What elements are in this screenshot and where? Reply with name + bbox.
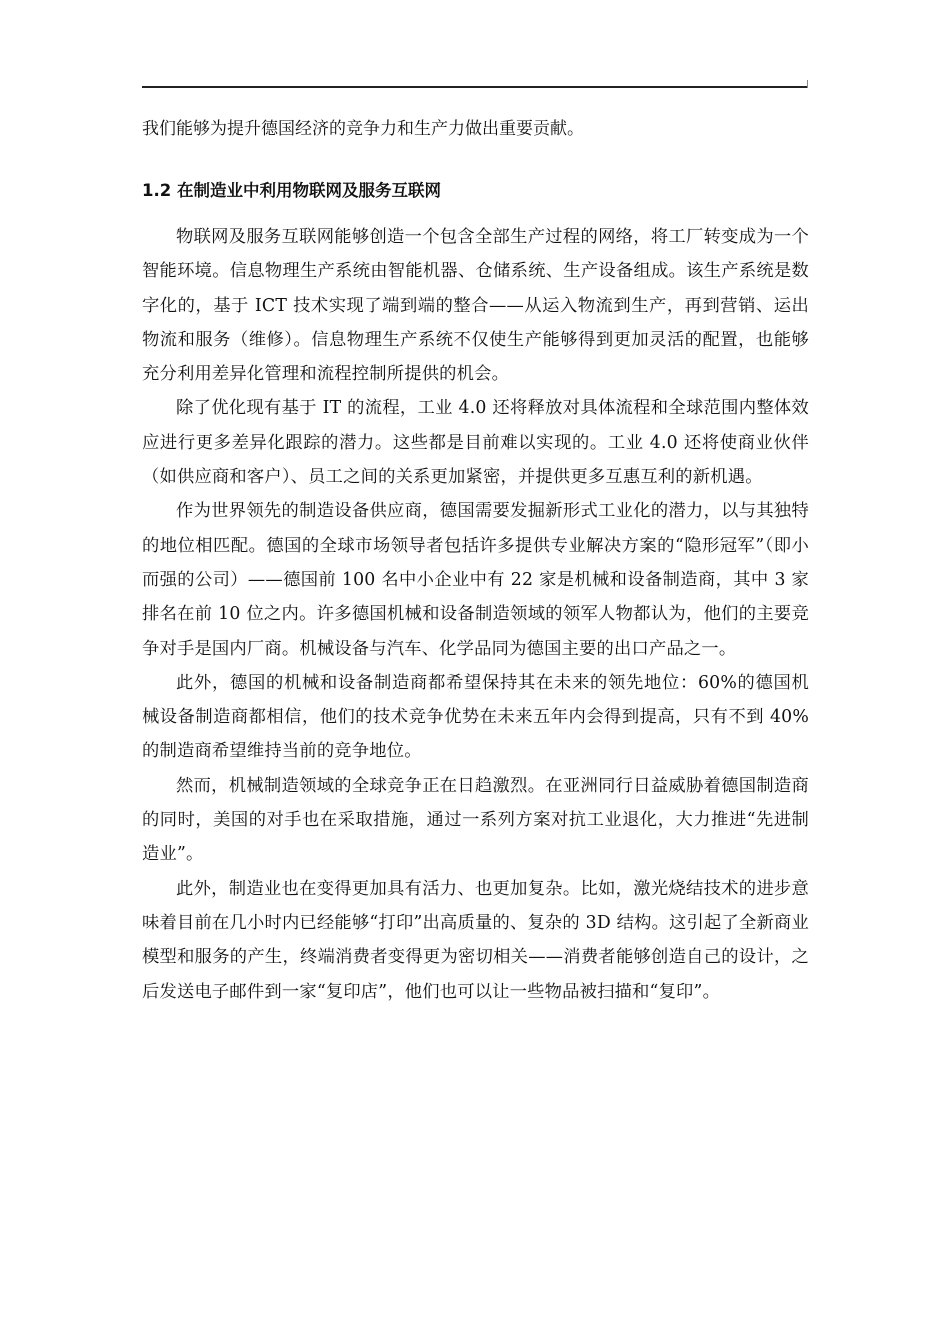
paragraph-5: 然而，机械制造领域的全球竞争正在日趋激烈。在亚洲同行日益威胁着德国制造商的同时，美国的对手也在采取措施，通过一系列方案对抗工业退化，大力推进“先进制造业”。: [142, 775, 809, 865]
paragraph-4: 此外，德国的机械和设备制造商都希望保持其在未来的领先地位：60%的德国机械设备制造商都相信，他们的技术竞争优势在未来五年内会得到提高，只有不到 40%的制造商希望维持当前的竞争地位。: [142, 672, 809, 762]
paragraph-2: 除了优化现有基于 IT 的流程，工业 4.0 还将释放对具体流程和全球范围内整体效应进行更多差异化跟踪的潜力。这些都是目前难以实现的。工业 4.0 还将使商业伙伴（如供应商和客户）、员工之间的关系更加紧密，并提供更多互惠互利的新机遇。: [142, 398, 809, 488]
header-rule: [142, 86, 808, 88]
lead-line: 我们能够为提升德国经济的竞争力和生产力做出重要贡献。: [142, 119, 584, 139]
paragraph-1: 物联网及服务互联网能够创造一个包含全部生产过程的网络，将工厂转变成为一个智能环境。信息物理生产系统由智能机器、仓储系统、生产设备组成。该生产系统是数字化的，基于 ICT 技术实现了端到端的整合——从运入物流到生产，再到营销、运出物流和服务（维修）。信息物理生产系统不仅使生产能够得到更加灵活的配置，也能够充分利用差异化管理和流程控制所提供的机会。: [142, 227, 809, 385]
page-content: [142, 112, 809, 1009]
paragraph-3: 作为世界领先的制造设备供应商，德国需要发掘新形式工业化的潜力，以与其独特的地位相匹配。德国的全球市场领导者包括许多提供专业解决方案的“隐形冠军”（即小而强的公司）——德国前 100 名中小企业中有 22 家是机械和设备制造商，其中 3 家排名在前 10 位之内。许多德国机械和设备制造领域的领军人物都认为，他们的主要竞争对手是国内厂商。机械设备与汽车、化学品同为德国主要的出口产品之一。: [142, 501, 809, 659]
section-heading: 1.2 在制造业中利用物联网及服务互联网: [142, 181, 441, 200]
paragraph-6: 此外，制造业也在变得更加具有活力、也更加复杂。比如，激光烧结技术的进步意味着目前在几小时内已经能够“打印”出高质量的、复杂的 3D 结构。这引起了全新商业模型和服务的产生，终端消费者变得更为密切相关——消费者能够创造自己的设计，之后发送电子邮件到一家“复印店”，他们也可以让一些物品被扫描和“复印”。: [142, 878, 809, 1002]
header-rule-tick: [807, 80, 808, 88]
